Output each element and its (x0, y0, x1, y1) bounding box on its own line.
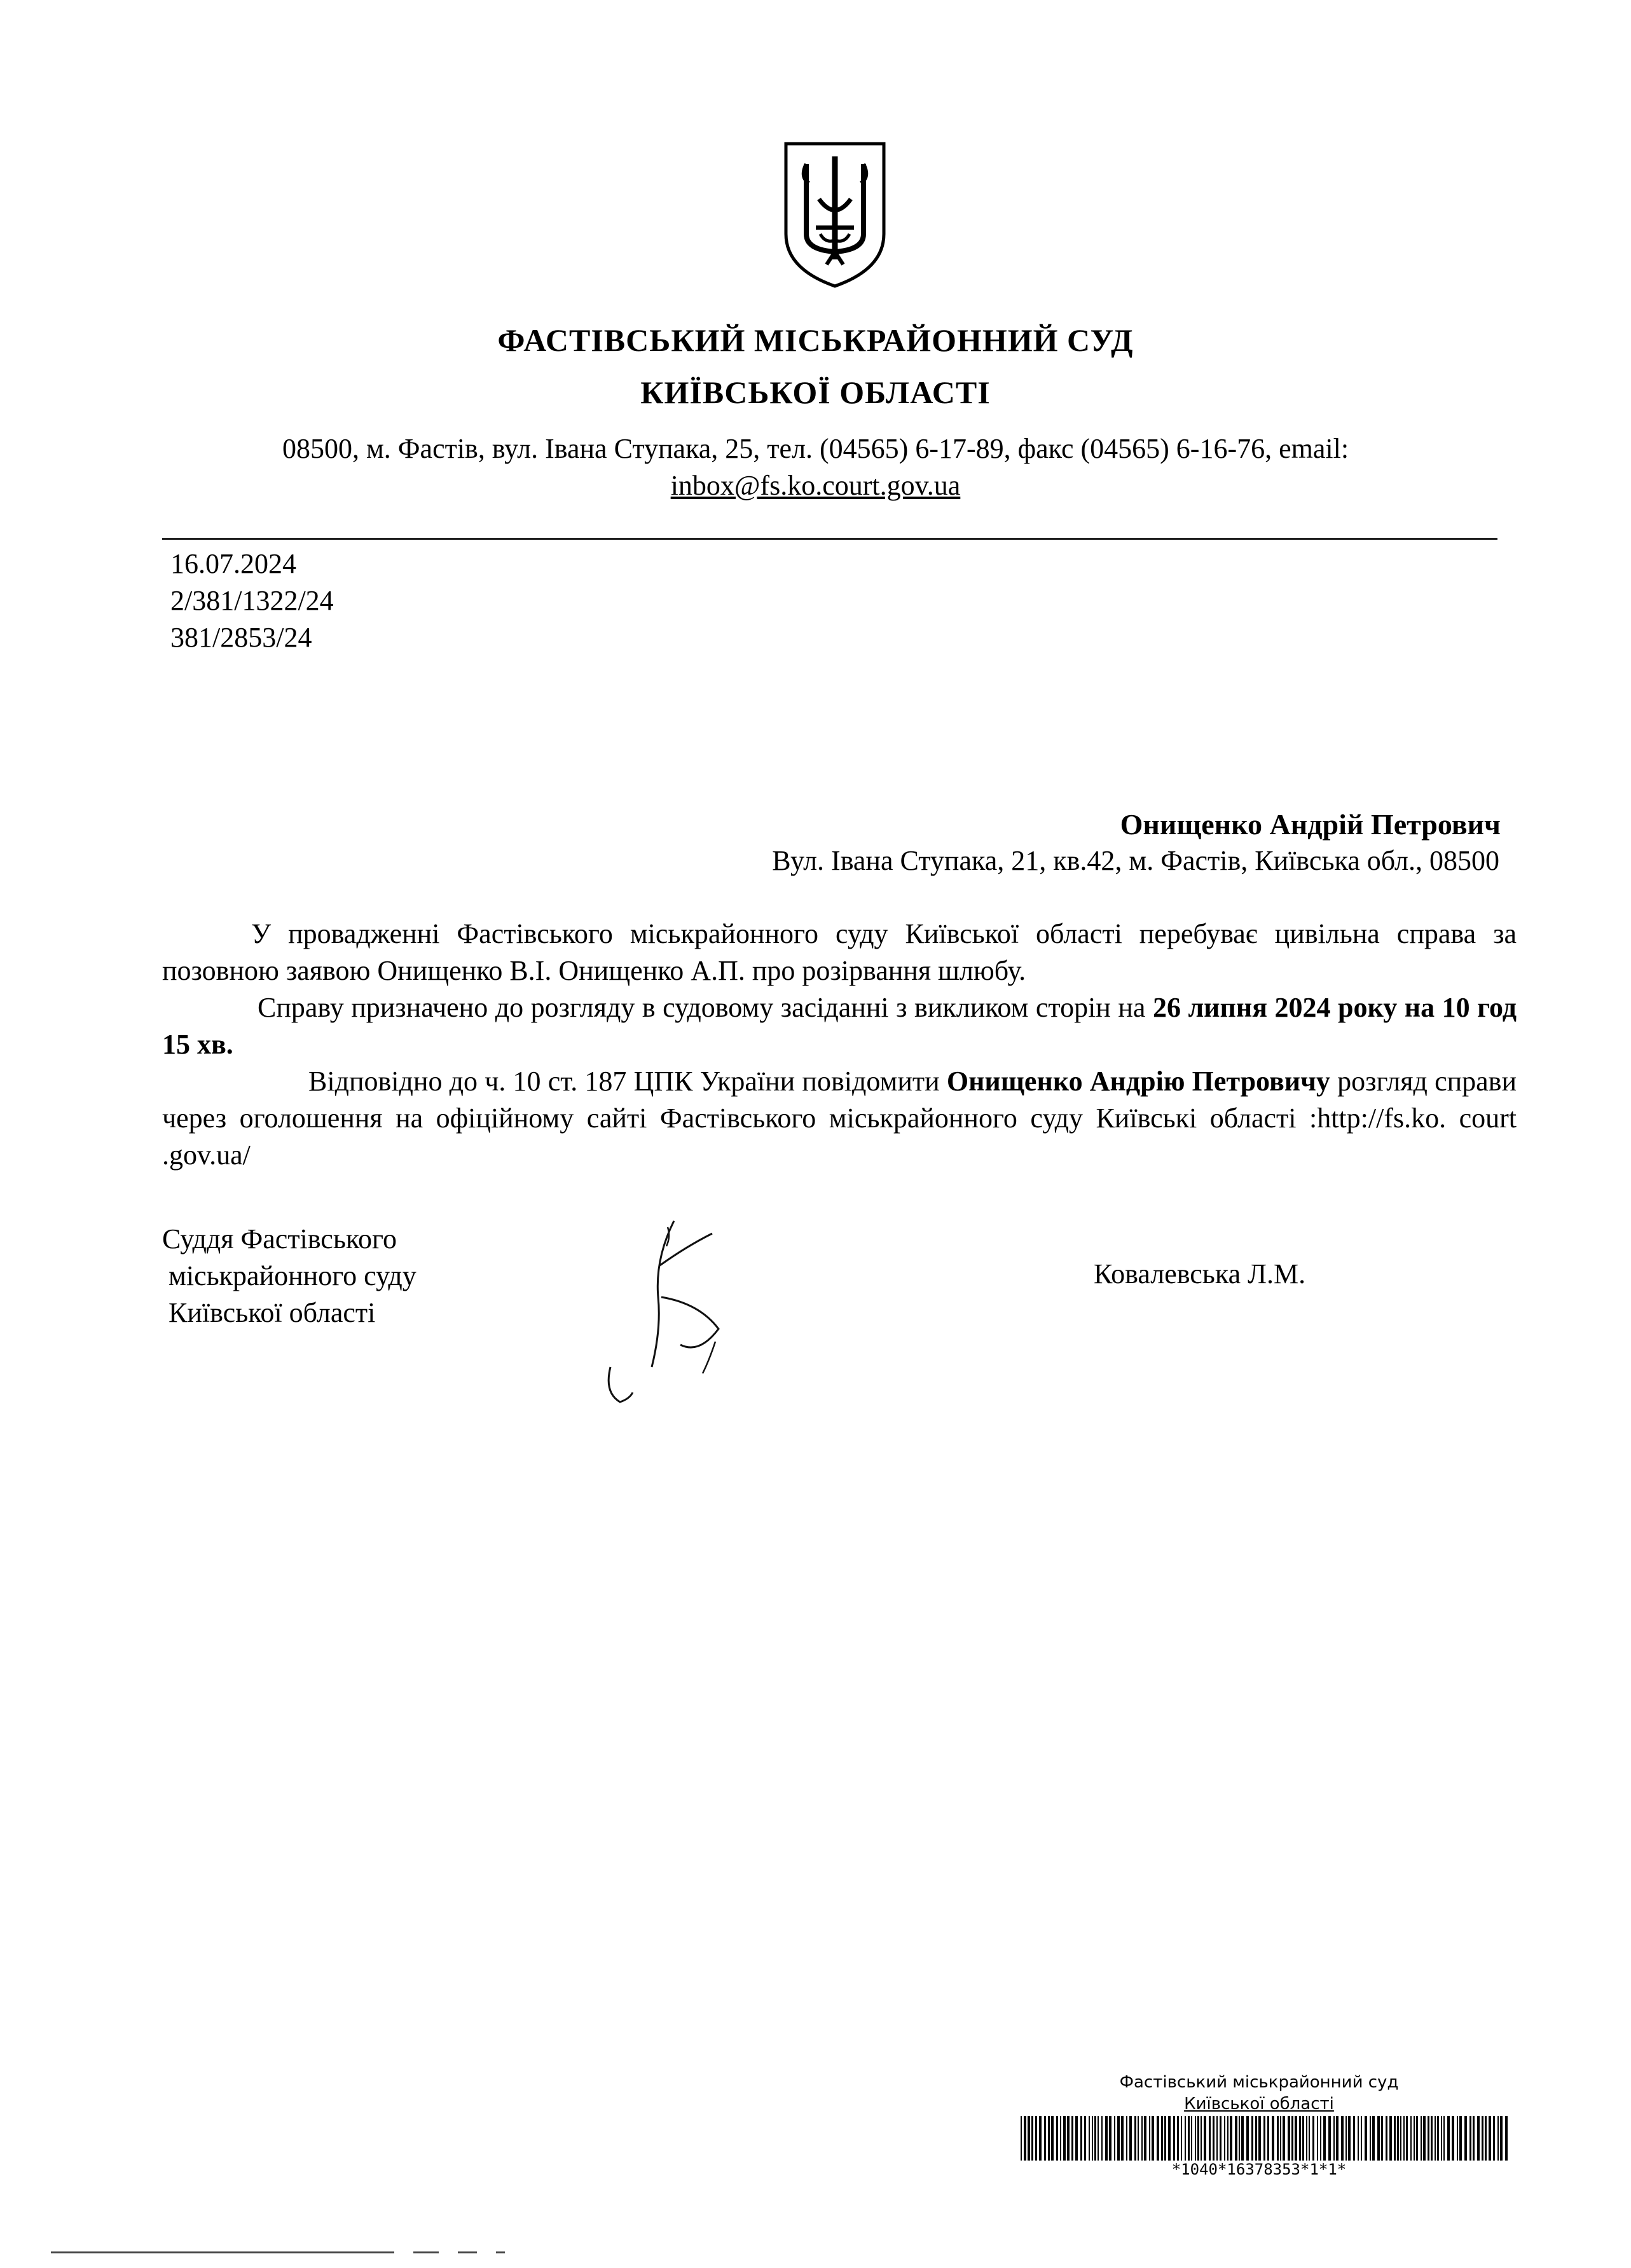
header-divider (162, 538, 1497, 540)
barcode-bar (1272, 2116, 1274, 2161)
barcode-bar (1191, 2116, 1192, 2161)
court-name-line1: ФАСТІВСЬКИЙ МІСЬКРАЙОННИЙ СУД (497, 322, 1134, 358)
barcode-bar (1197, 2116, 1199, 2161)
barcode-bar (1075, 2116, 1078, 2161)
recipient-address: Вул. Івана Ступака, 21, кв.42, м. Фастів, Київська обл., 08500 (772, 845, 1499, 876)
barcode-bar (1161, 2116, 1163, 2161)
barcode-bar (1204, 2116, 1206, 2161)
barcode-bar (1361, 2116, 1362, 2161)
barcode-bar (1024, 2116, 1026, 2161)
barcode-bar (1443, 2116, 1445, 2161)
barcode-bar (1372, 2116, 1375, 2161)
barcode-bar (1021, 2116, 1022, 2161)
barcode-bar (1227, 2116, 1228, 2161)
barcode-bar (1235, 2116, 1237, 2161)
barcode-bar (1251, 2116, 1253, 2161)
barcode-bar (1406, 2116, 1408, 2161)
barcode-bar (1414, 2116, 1415, 2161)
barcode-bar (1141, 2116, 1143, 2161)
scan-edge-marks (0, 2251, 1631, 2255)
barcode-bar (1345, 2116, 1347, 2161)
barcode-bar (1452, 2116, 1454, 2161)
barcode-bar (1071, 2116, 1073, 2161)
document-date: 16.07.2024 (170, 548, 296, 579)
barcode-bar (1370, 2116, 1371, 2161)
barcode-bar (1201, 2116, 1202, 2161)
barcode-bar (1500, 2116, 1503, 2161)
barcode-bar (1048, 2116, 1050, 2161)
barcode-bar (1117, 2116, 1120, 2161)
barcode-bar (1084, 2116, 1086, 2161)
court-email-line (0, 469, 1631, 502)
barcode-bar (1188, 2116, 1190, 2161)
barcode-bar (1134, 2116, 1136, 2161)
barcode-bar (1365, 2116, 1367, 2161)
barcode-bar (1358, 2116, 1359, 2161)
barcode-bar (1464, 2116, 1467, 2161)
barcode-bar (1288, 2116, 1290, 2161)
barcode-bar (1044, 2116, 1046, 2161)
barcode-bar (1295, 2116, 1297, 2161)
barcode-bar (1435, 2116, 1436, 2161)
court-address: 08500, м. Фастів, вул. Івана Ступака, 25, тел. (04565) 6-17-89, факс (04565) 6-16-76, email: (282, 433, 1349, 464)
barcode-bar (1403, 2116, 1405, 2161)
barcode-bar (1098, 2116, 1099, 2161)
barcode (1021, 2116, 1510, 2161)
barcode-bar (1336, 2116, 1339, 2161)
barcode-bar (1386, 2116, 1387, 2161)
barcode-bar (1497, 2116, 1499, 2161)
barcode-bar (1092, 2116, 1093, 2161)
judge-title-block (162, 1221, 416, 1331)
barcode-bar (1280, 2116, 1281, 2161)
judge-title-line3: Київської області (169, 1297, 376, 1328)
judge-title-line2: міськрайонного суду (169, 1260, 416, 1291)
notice-text-1: Відповідно до ч. 10 ст. 187 ЦПК України повідомити (308, 1066, 947, 1097)
barcode-bar (1341, 2116, 1344, 2161)
barcode-bar (1094, 2116, 1096, 2161)
barcode-bar (1031, 2116, 1033, 2161)
barcode-bar (1323, 2116, 1326, 2161)
court-name-line2: КИЇВСЬКОЇ ОБЛАСТІ (640, 375, 991, 410)
barcode-bar (1394, 2116, 1396, 2161)
barcode-bar (1291, 2116, 1293, 2161)
barcode-bar (1348, 2116, 1351, 2161)
notified-person: Онищенко Андрію Петровичу (946, 1066, 1330, 1097)
judge-title-line1: Суддя Фастівського (162, 1223, 397, 1254)
barcode-bar (1164, 2116, 1166, 2161)
barcode-bar (1129, 2116, 1132, 2161)
barcode-bar (1063, 2116, 1066, 2161)
stamp-region: Київської області (1184, 2094, 1334, 2113)
barcode-bar (1421, 2116, 1422, 2161)
barcode-bar (1309, 2116, 1310, 2161)
barcode-bar (1482, 2116, 1483, 2161)
barcode-bar (1195, 2116, 1196, 2161)
barcode-bar (1410, 2116, 1412, 2161)
barcode-bar (1299, 2116, 1301, 2161)
barcode-bar (1459, 2116, 1462, 2161)
barcode-bar (1428, 2116, 1429, 2161)
document-references (170, 546, 334, 656)
barcode-bar (1101, 2116, 1103, 2161)
barcode-bar (1255, 2116, 1257, 2161)
barcode-bar (1138, 2116, 1139, 2161)
barcode-bar (1105, 2116, 1108, 2161)
barcode-bar (1239, 2116, 1240, 2161)
barcode-bar (1457, 2116, 1458, 2161)
barcode-bar (1400, 2116, 1401, 2161)
barcode-bar (1213, 2116, 1215, 2161)
trident-coat-of-arms-icon (781, 139, 889, 291)
barcode-bar (1320, 2116, 1321, 2161)
barcode-bar (1080, 2116, 1082, 2161)
barcode-bar (1485, 2116, 1487, 2161)
barcode-bar (1283, 2116, 1285, 2161)
barcode-bar (1431, 2116, 1433, 2161)
barcode-bar (1437, 2116, 1439, 2161)
barcode-bar (1168, 2116, 1171, 2161)
barcode-bar (1173, 2116, 1175, 2161)
barcode-bar (1177, 2116, 1179, 2161)
barcode-bar (1056, 2116, 1058, 2161)
case-number-1: 2/381/1322/24 (170, 585, 334, 616)
stamp-court-name: Фастівський міськрайонний суд (1119, 2073, 1399, 2092)
barcode-bar (1477, 2116, 1480, 2161)
barcode-bar (1067, 2116, 1070, 2161)
barcode-bar (1469, 2116, 1471, 2161)
barcode-bar (1241, 2116, 1244, 2161)
case-number-2: 381/2853/24 (170, 622, 312, 653)
barcode-bar (1181, 2116, 1182, 2161)
barcode-bar (1505, 2116, 1508, 2161)
handwritten-signature (591, 1208, 738, 1412)
hearing-datetime: 26 липня 2024 року на 10 год 15 хв. (162, 992, 1517, 1060)
barcode-bar (1230, 2116, 1232, 2161)
barcode-bar (1051, 2116, 1054, 2161)
barcode-bar (1333, 2116, 1335, 2161)
body-paragraph-2 (162, 989, 1517, 1063)
hearing-text: Справу призначено до розгляду в судовому засіданні з викликом сторін на (258, 992, 1153, 1023)
body-paragraph-3 (162, 1063, 1517, 1174)
recipient-name: Онищенко Андрій Петрович (1120, 808, 1501, 841)
barcode-bar (1277, 2116, 1279, 2161)
body-paragraph-1: У провадженні Фастівського міськрайонного суду Київської області перебуває цивільна справа за позовною заявою Онищенко В.І. Онищенко А.П. про розірвання шлюбу. (162, 918, 1517, 986)
barcode-bar (1209, 2116, 1211, 2161)
notice-text-2: розгляд справи через оголошення на офіційному сайті Фастівського міськрайонного суду Київські області :http://fs.ko. court .gov.ua/ (162, 1066, 1517, 1171)
barcode-bar (1152, 2116, 1154, 2161)
barcode-bar (1302, 2116, 1304, 2161)
barcode-bar (1224, 2116, 1225, 2161)
barcode-bar (1157, 2116, 1159, 2161)
barcode-bar (1216, 2116, 1218, 2161)
barcode-bar (1035, 2116, 1037, 2161)
barcode-bar (1317, 2116, 1318, 2161)
barcode-bar (1121, 2116, 1124, 2161)
barcode-bar (1306, 2116, 1307, 2161)
barcode-bar (1441, 2116, 1442, 2161)
barcode-bar (1258, 2116, 1261, 2161)
barcode-bar (1353, 2116, 1355, 2161)
barcode-bar (1381, 2116, 1383, 2161)
barcode-bar (1423, 2116, 1426, 2161)
barcode-bar (1377, 2116, 1380, 2161)
barcode-bar (1267, 2116, 1269, 2161)
barcode-bar (1312, 2116, 1314, 2161)
barcode-bar (1416, 2116, 1418, 2161)
barcode-bar (1493, 2116, 1495, 2161)
barcode-bar (1185, 2116, 1186, 2161)
barcode-bar (1089, 2116, 1090, 2161)
barcode-bar (1109, 2116, 1111, 2161)
barcode-bar (1397, 2116, 1399, 2161)
barcode-bar (1144, 2116, 1146, 2161)
barcode-bar (1149, 2116, 1150, 2161)
barcode-bar (1126, 2116, 1127, 2161)
barcode-bar (1489, 2116, 1491, 2161)
barcode-bar (1039, 2116, 1042, 2161)
barcode-bar (1114, 2116, 1115, 2161)
barcode-bar (1473, 2116, 1475, 2161)
barcode-bar (1328, 2116, 1331, 2161)
barcode-bar (1220, 2116, 1222, 2161)
barcode-bar (1263, 2116, 1265, 2161)
barcode-bar (1389, 2116, 1392, 2161)
judge-name: Ковалевська Л.М. (1094, 1258, 1306, 1289)
barcode-bar (1060, 2116, 1061, 2161)
barcode-number: *1040*16378353*1*1* (1171, 2161, 1347, 2178)
barcode-bar (1028, 2116, 1030, 2161)
court-email-link[interactable]: inbox@fs.ko.court.gov.ua (670, 470, 961, 501)
barcode-bar (1447, 2116, 1450, 2161)
barcode-bar (1246, 2116, 1249, 2161)
